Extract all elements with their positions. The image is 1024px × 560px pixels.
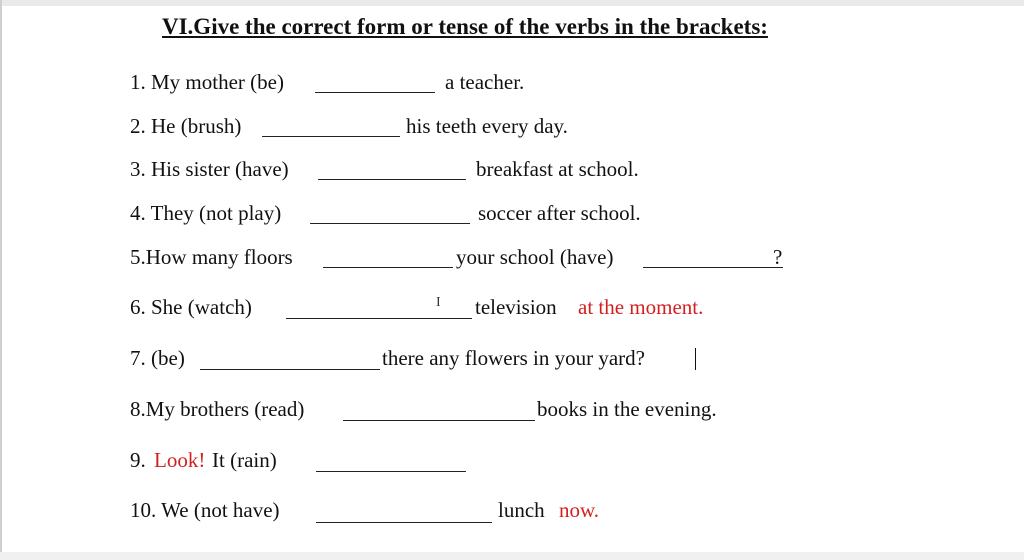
answer-blank-6[interactable] [286, 318, 472, 319]
item-prompt: 6. She (watch) [130, 295, 252, 319]
answer-blank-4[interactable] [310, 223, 470, 224]
answer-blank-1[interactable] [315, 92, 435, 93]
item-prompt: 3. His sister (have) [130, 157, 289, 181]
item-red-highlight: at the moment. [578, 295, 704, 319]
answer-blank-10[interactable] [316, 522, 492, 523]
item-prompt: 10. We (not have) [130, 498, 280, 522]
item-red-highlight: now. [559, 498, 600, 522]
item-continuation: your school (have) [456, 245, 614, 269]
answer-blank-5a[interactable] [323, 267, 453, 268]
item-prompt: 4. They (not play) [130, 201, 282, 225]
item-number: 9. [130, 448, 146, 472]
exercise-item-10 [130, 498, 930, 528]
item-prompt: It (rain) [212, 448, 277, 472]
item-continuation: soccer after school. [478, 201, 641, 225]
answer-blank-2[interactable] [262, 136, 400, 137]
text-cursor-icon: I [436, 295, 441, 310]
item-red-highlight: Look! [154, 448, 206, 472]
item-prompt: 5.How many floors [130, 245, 293, 269]
text-caret-icon [695, 348, 696, 370]
exercise-title: VI.Give the correct form or tense of the verbs in the brackets: [162, 14, 768, 39]
item-continuation: lunch [498, 498, 545, 522]
exercise-item-1 [130, 70, 930, 100]
item-continuation: breakfast at school. [476, 157, 639, 181]
exercise-item-3 [130, 157, 930, 187]
question-mark: ? [773, 245, 783, 269]
item-prompt: 2. He (brush) [130, 114, 242, 138]
page-left-edge [0, 0, 2, 560]
exercise-item-8 [130, 397, 930, 427]
answer-blank-9[interactable] [316, 471, 466, 472]
item-continuation: there any flowers in your yard? [382, 346, 645, 370]
answer-blank-5b[interactable] [643, 267, 783, 268]
exercise-item-7 [130, 346, 930, 376]
item-prompt: 1. My mother (be) [130, 70, 284, 94]
answer-blank-8[interactable] [343, 420, 535, 421]
exercise-item-2 [130, 114, 930, 144]
window-top-strip [0, 0, 1024, 6]
exercise-item-5 [130, 245, 930, 275]
item-continuation: television [475, 295, 557, 319]
answer-blank-3[interactable] [318, 179, 466, 180]
page-bottom-edge [0, 552, 1024, 560]
item-continuation: his teeth every day. [406, 114, 568, 138]
exercise-item-9 [130, 448, 930, 478]
exercise-item-4 [130, 201, 930, 231]
item-prompt: 7. (be) [130, 346, 185, 370]
exercise-item-6 [130, 295, 930, 325]
item-prompt: 8.My brothers (read) [130, 397, 305, 421]
item-continuation: books in the evening. [537, 397, 717, 421]
answer-blank-7[interactable] [200, 369, 380, 370]
item-continuation: a teacher. [445, 70, 525, 94]
